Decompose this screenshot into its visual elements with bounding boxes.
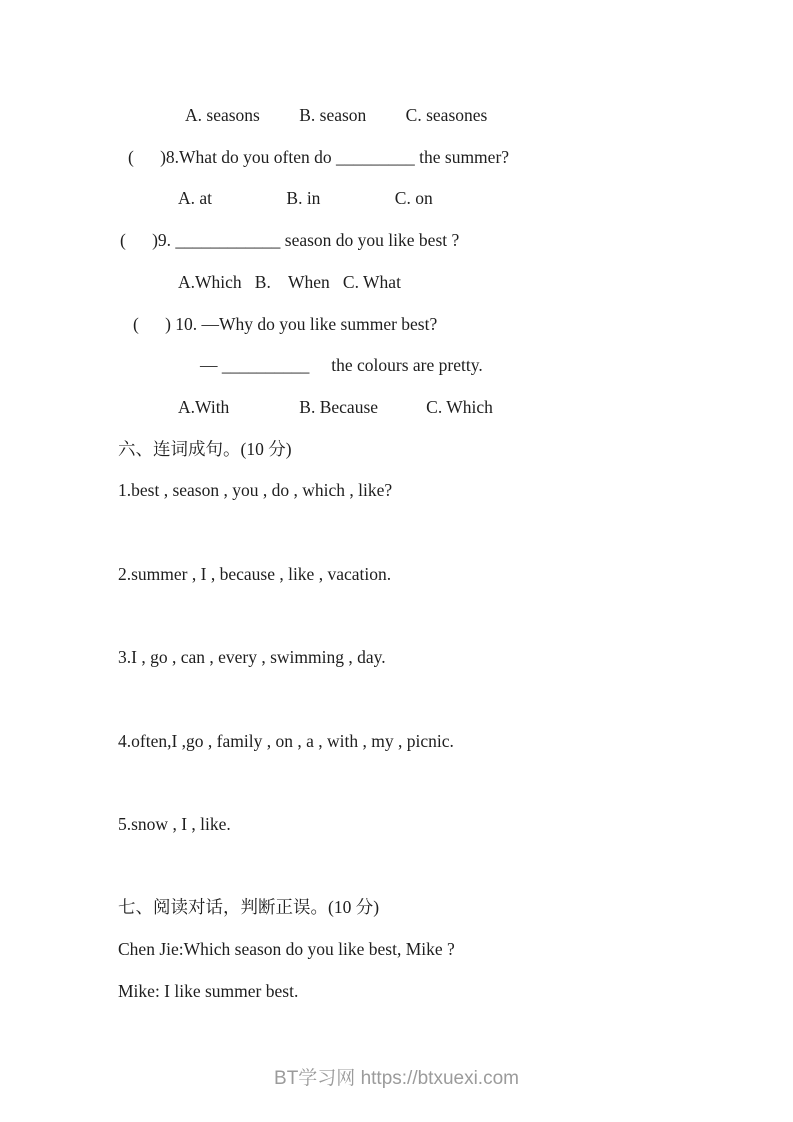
rearrange-item-5: 5.snow , I , like. (118, 813, 231, 834)
mc-q7-options: A. seasons B. season C. seasones (185, 105, 488, 125)
mc-q10-question: ( ) 10. —Why do you like summer best? (133, 313, 438, 334)
rearrange-item-3: 3.I , go , can , every , swimming , day. (118, 647, 386, 668)
answer-blank-space (118, 679, 763, 721)
mc-q9-options: A.Which B. When C. What (178, 271, 401, 292)
mc-q10-answer-line: — __________ the colours are pretty. (200, 355, 483, 376)
section-7-heading: 七、阅读对话，判断正误。(10 分) (118, 897, 380, 918)
mc-q8-question: ( )8.What do you often do _________ the summer? (128, 146, 510, 167)
mc-q10-options: A.With B. Because C. Which (178, 396, 493, 417)
section-6-heading: 六、连词成句。(10 分) (118, 438, 292, 459)
mc-q8-options: A. at B. in C. on (178, 188, 433, 209)
rearrange-item-4: 4.often,I ,go , family , on , a , with , my , picnic. (118, 730, 454, 751)
answer-blank-space (118, 846, 763, 888)
answer-blank-space (118, 512, 763, 554)
rearrange-item-1: 1.best , season , you , do , which , like? (118, 480, 393, 501)
dialog-line-mike: Mike: I like summer best. (118, 980, 299, 1001)
mc-q9-question: ( )9. ____________ season do you like best ? (120, 230, 460, 251)
footer-watermark: BT学习网 https://btxuexi.com (274, 1068, 519, 1089)
answer-blank-space (118, 595, 763, 637)
dialog-line-chenjie: Chen Jie:Which season do you like best, Mike ? (118, 938, 455, 959)
answer-blank-space (118, 762, 763, 804)
rearrange-item-2: 2.summer , I , because , like , vacation. (118, 563, 392, 584)
